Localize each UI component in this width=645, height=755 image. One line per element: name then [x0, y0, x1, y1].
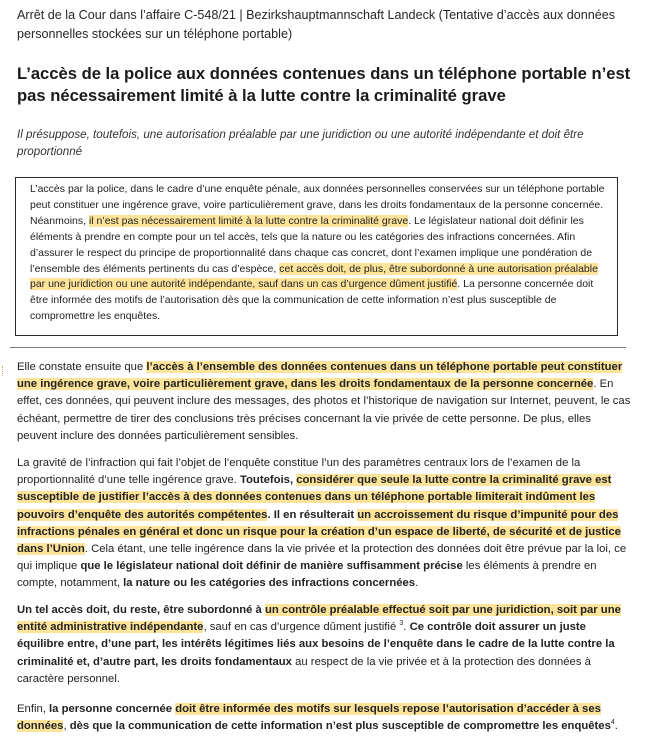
- paragraph-text: La gravité de l’infraction qui fait l’objet de l’enquête constitue l’un des paramètres centraux lors de l’examen de la proportionnalité d’une telle ingérence grave.: [17, 457, 581, 487]
- paragraph-information: [17, 701, 633, 735]
- paragraph-text: .: [415, 577, 419, 590]
- case-reference-text: Arrêt de la Cour dans l’affaire C-548/21 | Bezirkshauptmannschaft Landeck (Tentative d’accès aux données personnelles stockées sur un téléphone portable): [17, 8, 616, 41]
- summary-text: . La personne concernée doit être informée des motifs de l’autorisation dès que la communication de cette information n’est plus susceptible de compromettre les enquêtes.: [30, 278, 594, 323]
- paragraph-bold: la nature ou les catégories des infractions concernées: [123, 577, 416, 590]
- paragraph-bold: . Il en résulterait: [267, 508, 358, 521]
- summary-text: L’accès par la police, dans le cadre d’une enquête pénale, aux données personnelles conservées sur un téléphone portable peut constituer une ingérence grave, voire particulièrement grave, dans les droits fondamentaux de la personne concernée. Néanmoins,: [30, 183, 605, 227]
- paragraph-text: .: [614, 720, 618, 733]
- margin-marker: [2, 366, 11, 376]
- summary-box: [15, 177, 618, 336]
- summary-highlight: cet accès doit, de plus, être subordonné à une autorisation préalable par une juridiction ou une autorité indépendante, sauf dans un cas d’urgence dûment justifié: [30, 262, 598, 291]
- summary-text: . Le législateur national doit définir les éléments à prendre en compte pour un tel accès, tels que la nature ou les catégories des infractions concernées. Afin d’assurer le respect du principe de proportionnalité dans chaque cas concret, dont l’examen implique une pondération de l’ensemble des éléments pertinents du cas d’espèce,: [30, 214, 593, 275]
- paragraph-text: ,: [63, 720, 70, 733]
- press-release-subtitle: Il présuppose, toutefois, une autorisation préalable par une juridiction ou une autorité indépendante et doit être proportionné: [17, 128, 584, 158]
- footnote-ref-3[interactable]: 3: [399, 620, 404, 628]
- paragraph-text: .: [403, 621, 410, 634]
- paragraph-intrusion: [17, 359, 633, 445]
- paragraph-highlight: doit être informée des motifs sur lesquels repose l’autorisation d’accéder à ses données: [17, 703, 601, 733]
- paragraph-highlight: un contrôle préalable effectué soit par une juridiction, soit par une entité administrative indépendante: [17, 604, 621, 634]
- paragraph-bold: Toutefois,: [239, 474, 297, 487]
- paragraph-prior-review: [17, 602, 633, 688]
- paragraph-text: Enfin,: [17, 703, 50, 715]
- press-release-title: L’accès de la police aux données contenues dans un téléphone portable n’est pas nécessairement limité à la lutte contre la criminalité grave: [17, 64, 631, 105]
- paragraph-highlight: l’accès à l’ensemble des données contenues dans un téléphone portable peut constituer une ingérence grave, voire particulièrement grave, dans les droits fondamentaux de la personne concernée: [17, 361, 623, 391]
- paragraph-bold: Ce contrôle doit assurer un juste équilibre entre, d’une part, les intérêts légitimes liés aux besoins de l’enquête dans le cadre de la lutte contre la criminalité et, d’autre part, les droits fondamentaux: [17, 621, 615, 668]
- case-reference-header: [17, 6, 632, 43]
- paragraph-bold: la personne concernée: [49, 703, 176, 715]
- paragraph-text: , sauf en cas d’urgence dûment justifié: [203, 621, 400, 634]
- paragraph-text: . Cela étant, une telle ingérence dans la vie privée et la protection des données doit être prévue par la loi, ce qui implique: [17, 543, 627, 573]
- summary-highlight: il n’est pas nécessairement limité à la lutte contre la criminalité grave: [88, 214, 409, 227]
- paragraph-highlight: un accroissement du risque d’impunité pour des infractions pénales en général et donc un risque pour la création d’un espace de liberté, de sécurité et de justice dans l’Union: [17, 508, 621, 556]
- paragraph-text: . En effet, ces données, qui peuvent inclure des messages, des photos et l’historique de navigation sur Internet, peuvent, le cas échéant, permettre de tirer des conclusions très précises concernant la vie privée de cette personne. De plus, elles peuvent inclure des données particulièrement sensibles.: [17, 378, 631, 442]
- paragraph-bold: que le législateur national doit définir de manière suffisamment précise: [80, 560, 463, 573]
- section-divider: [10, 347, 626, 348]
- paragraph-text: Elle constate ensuite que: [17, 361, 147, 373]
- paragraph-text: les éléments à prendre en compte, notamment,: [17, 560, 597, 590]
- paragraph-bold: Un tel accès doit, du reste, être subordonné à: [17, 604, 265, 616]
- paragraph-highlight: considérer que seule la lutte contre la criminalité grave est susceptible de justifier l’accès à des données contenues dans un téléphone portable limiterait indûment les pouvoirs d’enquête des autorités compétentes: [17, 474, 612, 521]
- footnote-ref-4[interactable]: 4: [610, 719, 615, 727]
- paragraph-proportionality: [17, 455, 633, 593]
- paragraph-text: au respect de la vie privée et à la protection des données à caractère personnel.: [17, 655, 591, 685]
- paragraph-bold: dès que la communication de cette information n’est plus susceptible de compromettre les enquêtes: [69, 720, 611, 733]
